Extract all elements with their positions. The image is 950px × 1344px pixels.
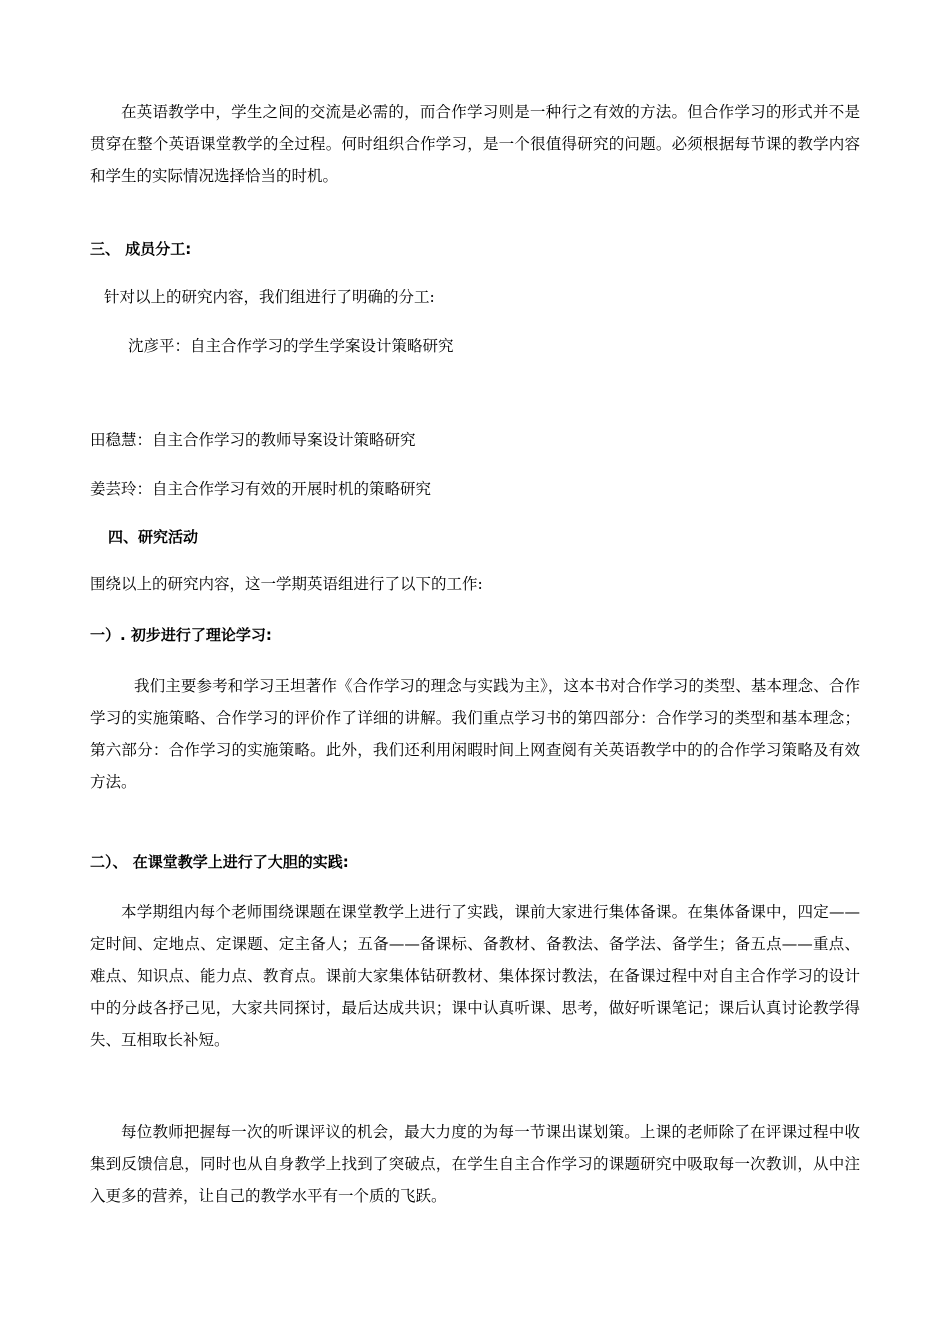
section-heading-member-roles: 三、 成员分工: <box>90 240 192 258</box>
subheading-classroom-practice: 二）、 在课堂教学上进行了大胆的实践: <box>90 853 349 871</box>
paragraph-activities-intro: 围绕以上的研究内容，这一学期英语组进行了以下的工作: <box>90 575 483 593</box>
paragraph-theory-study: 我们主要参考和学习王坦著作《合作学习的理念与实践为主》，这本书对合作学习的类型、基本理念、合作学习的实施策略、合作学习的评价作了详细的讲解。我们重点学习书的第四部分：合作学习的类型和基本理念；第六部分：合作学习的实施策略。此外，我们还利用闲暇时间上网查阅有关英语教学中的的合作学习策略及有效方法。 <box>90 677 860 791</box>
member-role-3: 姜芸玲：自主合作学习有效的开展时机的策略研究 <box>90 480 432 498</box>
paragraph-roles-intro: 针对以上的研究内容，我们组进行了明确的分工: <box>104 288 435 306</box>
section-heading-research-activities: 四、研究活动 <box>108 528 199 546</box>
paragraph-lesson-review: 每位教师把握每一次的听课评议的机会，最大力度的为每一节课出谋划策。上课的老师除了在评课过程中收集到反馈信息，同时也从自身教学上找到了突破点，在学生自主合作学习的课题研究中吸取每一次教训，从中注入更多的营养，让自己的教学水平有一个质的飞跃。 <box>90 1123 860 1205</box>
paragraph-cooperative-learning-intro: 在英语教学中，学生之间的交流是必需的，而合作学习则是一种行之有效的方法。但合作学习的形式并不是贯穿在整个英语课堂教学的全过程。何时组织合作学习，是一个很值得研究的问题。必须根据每节课的教学内容和学生的实际情况选择恰当的时机。 <box>90 103 860 185</box>
member-role-1: 沈彦平：自主合作学习的学生学案设计策略研究 <box>128 337 454 355</box>
member-role-2: 田稳慧：自主合作学习的教师导案设计策略研究 <box>90 431 416 449</box>
paragraph-classroom-practice: 本学期组内每个老师围绕课题在课堂教学上进行了实践，课前大家进行集体备课。在集体备课中，四定—— 定时间、定地点、定课题、定主备人；五备——备课标、备教材、备教法、备学法、备学生；备五点——重点、难点、知识点、能力点、教育点。课前大家集体钻研教材、集体探讨教法，在备课过程中对自主合作学习的设计中的分歧各抒己见，大家共同探讨，最后达成共识；课中认真听课、思考，做好听课笔记；课后认真讨论教学得失、互相取长补短。 <box>90 903 860 1049</box>
subheading-theory-study: 一）. 初步进行了理论学习: <box>90 626 272 644</box>
